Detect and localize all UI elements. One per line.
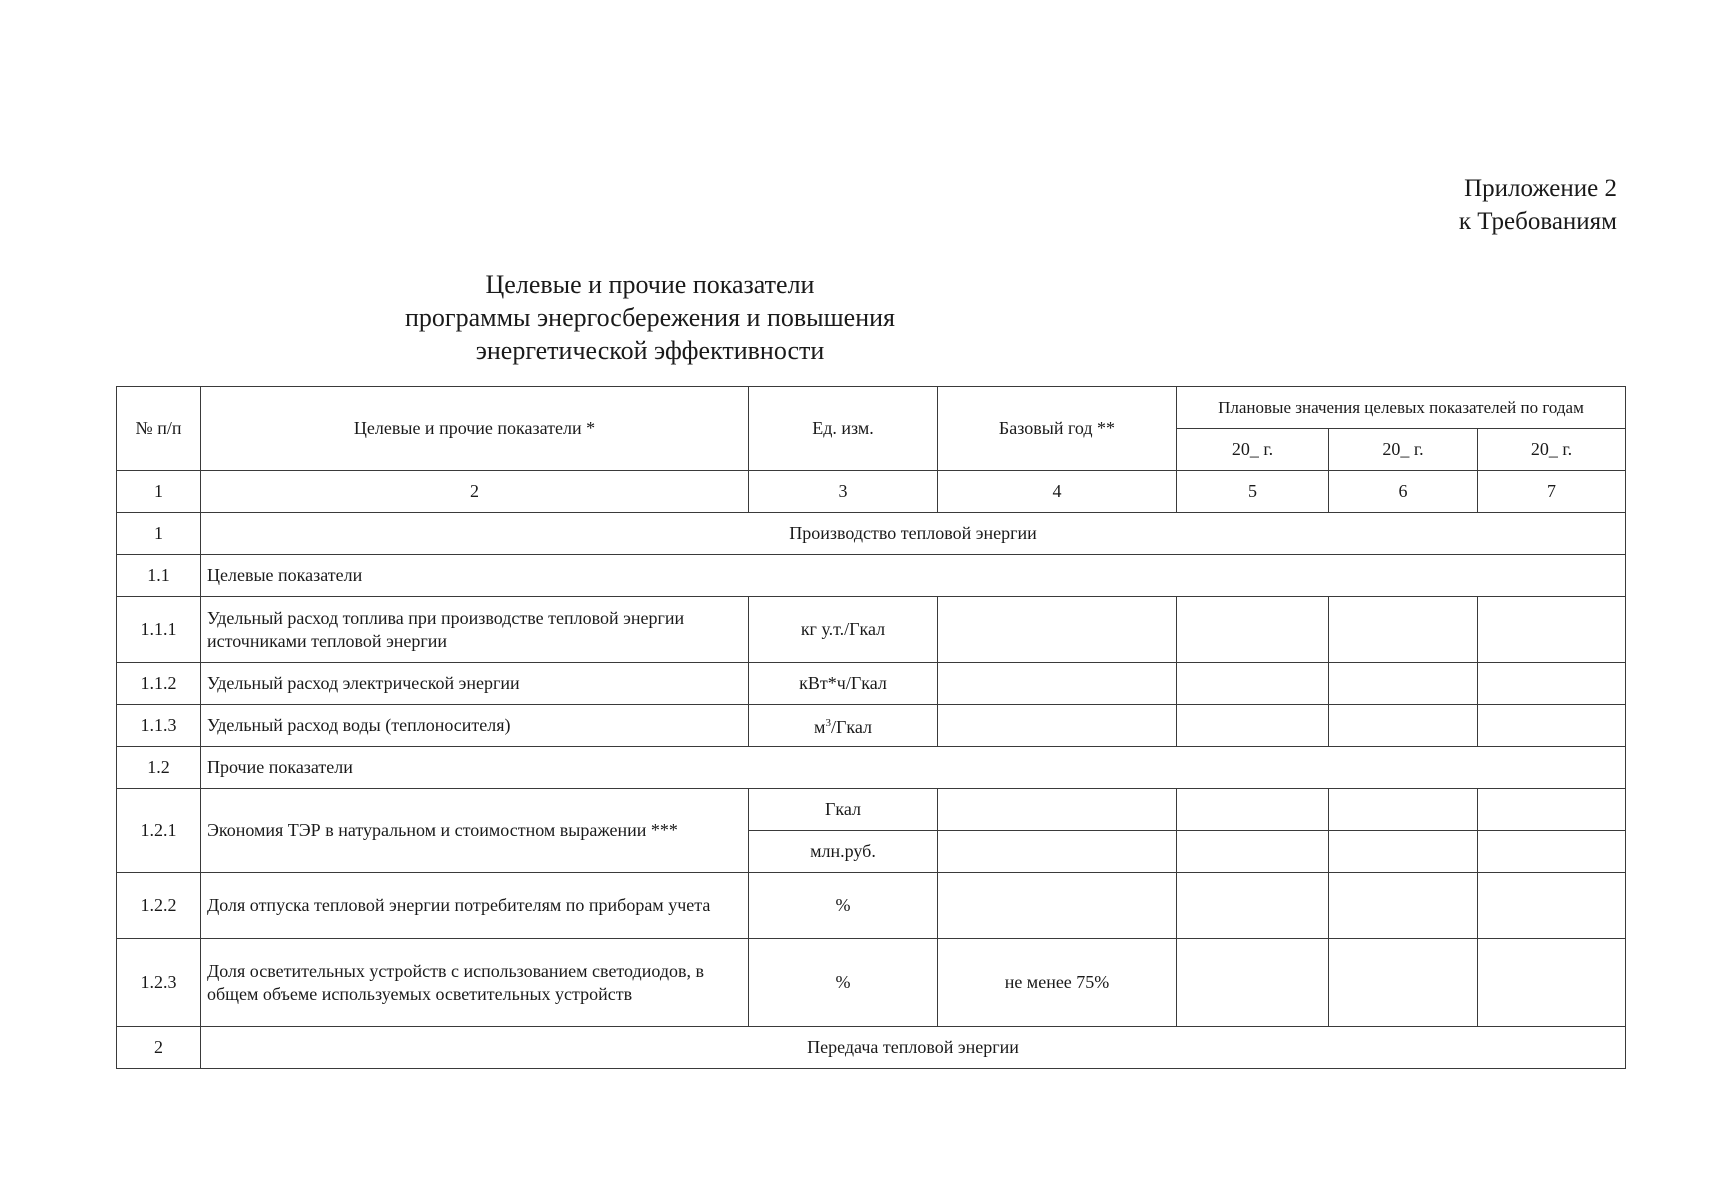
header-year-1: 20_ г.: [1177, 429, 1329, 471]
section-num: 2: [117, 1027, 201, 1069]
section-row-2: [117, 1027, 1626, 1069]
row-base-value[interactable]: [938, 789, 1177, 831]
row-year-2-value[interactable]: [1329, 831, 1478, 873]
section-title: Передача тепловой энергии: [201, 1027, 1626, 1069]
header-planned: Плановые значения целевых показателей по годам: [1177, 387, 1626, 429]
header-row-1: [117, 387, 1626, 429]
table-row-1-2-2: [117, 873, 1626, 939]
row-year-1-value[interactable]: [1177, 663, 1329, 705]
row-base-value[interactable]: [938, 831, 1177, 873]
row-num: 1.2.2: [117, 873, 201, 939]
header-year-2: 20_ г.: [1329, 429, 1478, 471]
appendix-line-1: Приложение 2: [1464, 175, 1617, 202]
row-year-3-value[interactable]: [1478, 663, 1626, 705]
section-row-1: [117, 513, 1626, 555]
column-number: 6: [1329, 471, 1478, 513]
appendix-line-2: к Требованиям: [1458, 208, 1617, 235]
row-indicator-name: Доля отпуска тепловой энергии потребителям по приборам учета: [201, 873, 749, 939]
row-num: 1.2.1: [117, 789, 201, 873]
row-year-2-value[interactable]: [1329, 873, 1478, 939]
column-number: 4: [938, 471, 1177, 513]
section-num: 1: [117, 513, 201, 555]
row-year-1-value[interactable]: [1177, 939, 1329, 1027]
row-unit: Гкал: [749, 789, 938, 831]
subsection-num: 1.2: [117, 747, 201, 789]
header-unit: Ед. изм.: [749, 387, 938, 471]
unit-main: м: [814, 717, 826, 737]
header-base-year: Базовый год **: [938, 387, 1177, 471]
title-line-1: Целевые и прочие показатели: [485, 270, 815, 299]
row-year-2-value[interactable]: [1329, 789, 1478, 831]
row-base-value[interactable]: [938, 705, 1177, 747]
column-number: 7: [1478, 471, 1626, 513]
row-base-value[interactable]: [938, 663, 1177, 705]
row-year-1-value[interactable]: [1177, 597, 1329, 663]
row-year-1-value[interactable]: [1177, 789, 1329, 831]
row-year-3-value[interactable]: [1478, 939, 1626, 1027]
table-row-1-1-2: [117, 663, 1626, 705]
row-year-1-value[interactable]: [1177, 705, 1329, 747]
row-year-1-value[interactable]: [1177, 831, 1329, 873]
subsection-row-1-2: [117, 747, 1626, 789]
title-line-2: программы энергосбережения и повышения: [405, 303, 895, 332]
row-num: 1.2.3: [117, 939, 201, 1027]
row-unit: %: [749, 939, 938, 1027]
column-number: 5: [1177, 471, 1329, 513]
subsection-title: Целевые показатели: [201, 555, 1626, 597]
row-num: 1.1.3: [117, 705, 201, 747]
row-indicator-name: Экономия ТЭР в натуральном и стоимостном выражении ***: [201, 789, 749, 873]
indicators-table: [116, 386, 1626, 1069]
table-row-1-1-3: [117, 705, 1626, 747]
row-year-2-value[interactable]: [1329, 597, 1478, 663]
row-indicator-name: Удельный расход воды (теплоносителя): [201, 705, 749, 747]
subsection-num: 1.1: [117, 555, 201, 597]
row-unit: [749, 705, 938, 747]
row-unit: кг у.т./Гкал: [749, 597, 938, 663]
header-indicator: Целевые и прочие показатели *: [201, 387, 749, 471]
row-year-3-value[interactable]: [1478, 873, 1626, 939]
header-year-3: 20_ г.: [1478, 429, 1626, 471]
row-year-2-value[interactable]: [1329, 663, 1478, 705]
column-number: 2: [201, 471, 749, 513]
row-unit: кВт*ч/Гкал: [749, 663, 938, 705]
row-year-1-value[interactable]: [1177, 873, 1329, 939]
row-indicator-name: Удельный расход топлива при производстве тепловой энергии источниками тепловой энергии: [201, 597, 749, 663]
unit-superscript: 3: [825, 717, 831, 729]
row-year-3-value[interactable]: [1478, 831, 1626, 873]
row-unit: млн.руб.: [749, 831, 938, 873]
row-base-value[interactable]: [938, 597, 1177, 663]
subsection-title: Прочие показатели: [201, 747, 1626, 789]
section-title: Производство тепловой энергии: [201, 513, 1626, 555]
column-number: 1: [117, 471, 201, 513]
column-number: 3: [749, 471, 938, 513]
row-year-2-value[interactable]: [1329, 939, 1478, 1027]
row-base-value[interactable]: [938, 873, 1177, 939]
row-num: 1.1.2: [117, 663, 201, 705]
row-year-3-value[interactable]: [1478, 789, 1626, 831]
table-row-1-2-1-a: [117, 789, 1626, 831]
row-unit: %: [749, 873, 938, 939]
row-year-2-value[interactable]: [1329, 705, 1478, 747]
appendix-reference: [1459, 172, 1617, 238]
row-indicator-name: Доля осветительных устройств с использованием светодиодов, в общем объеме используемых осветительных устройств: [201, 939, 749, 1027]
row-indicator-name: Удельный расход электрической энергии: [201, 663, 749, 705]
header-num: № п/п: [117, 387, 201, 471]
subsection-row-1-1: [117, 555, 1626, 597]
title-line-3: энергетической эффективности: [475, 336, 825, 365]
row-base-value[interactable]: не менее 75%: [938, 939, 1177, 1027]
table-row-1-2-3: [117, 939, 1626, 1027]
column-number-row: [117, 471, 1626, 513]
row-num: 1.1.1: [117, 597, 201, 663]
unit-rest: /Гкал: [830, 717, 872, 737]
row-year-3-value[interactable]: [1478, 705, 1626, 747]
row-year-3-value[interactable]: [1478, 597, 1626, 663]
document-title: [0, 268, 1300, 367]
table-row-1-1-1: [117, 597, 1626, 663]
